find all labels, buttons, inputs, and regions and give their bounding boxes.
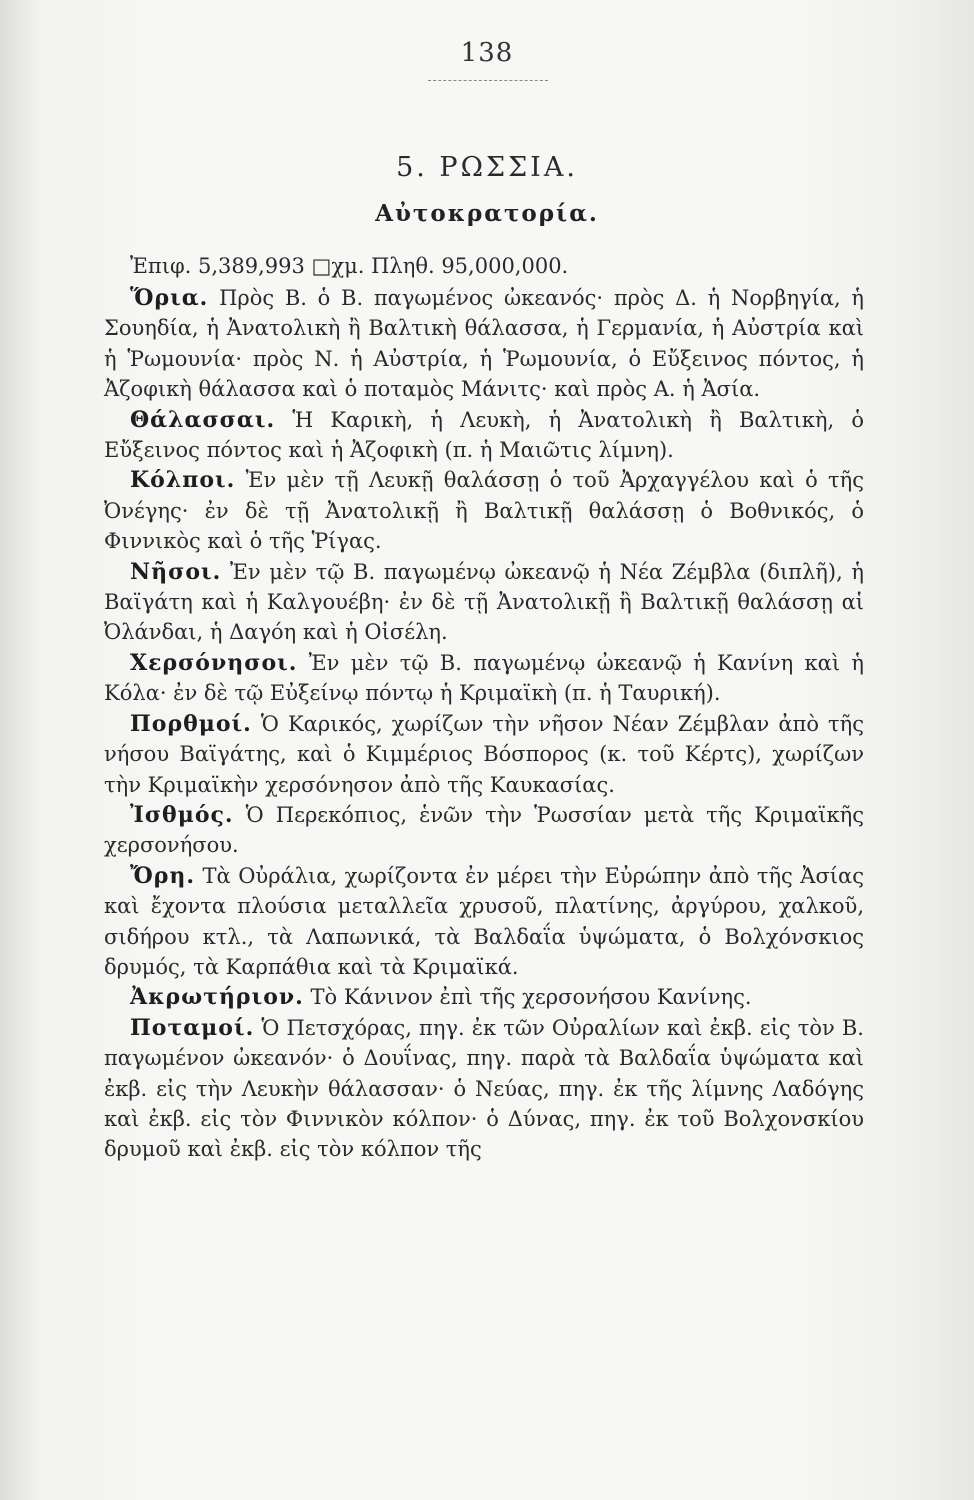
section-text: Ὁ Πετσχόρας, πηγ. ἐκ τῶν Οὐραλίων καὶ ἐκβ. εἰς τὸν Β. παγωμένον ὠκεανόν· ὁ Δουΐνας, πηγ. παρὰ τὰ Βαλδαΐα ὑψώματα καὶ ἐκβ. εἰς τὴν Λευκὴν θάλασσαν· ὁ Νεύας, πηγ. ἐκ τῆς λίμνης Λαδόγης καὶ ἐκβ. εἰς τὸν Φιννικὸν κόλπον· ὁ Δύνας, πηγ. ἐκ τοῦ Βολχονσκίου δρυμοῦ καὶ ἐκβ. εἰς τὸν κόλπον τῆς (104, 1015, 864, 1162)
chapter-title: 5. ΡΩΣΣΙΑ. (396, 152, 578, 183)
section-peninsulas (104, 648, 864, 709)
section-text: Ἐν μὲν τῷ Β. παγωμένῳ ὠκεανῷ ἡ Νέα Ζέμβλα (διπλῆ), ἡ Βαϊγάτη καὶ ἡ Καλγουέβη· ἐν δὲ τῇ Ἀνατολικῇ ἢ Βαλτικῇ θαλάσσῃ αἱ Ὀλάνδαι, ἡ Δαγόη καὶ ἡ Οἰσέλη. (104, 559, 864, 645)
section-text: Ὁ Περεκόπιος, ἑνῶν τὴν Ῥωσσίαν μετὰ τῆς Κριμαϊκῆς χερσονήσου. (104, 802, 864, 858)
section-text: Ὁ Καρικός, χωρίζων τὴν νῆσον Νέαν Ζέμβλαν ἀπὸ τῆς νήσου Βαϊγάτης, καὶ ὁ Κιμμέριος Βόσπορος (κ. τοῦ Κέρτς), χωρίζων τὴν Κριμαϊκὴν χερσόνησον ἀπὸ τῆς Καυκασίας. (104, 711, 864, 797)
section-text: Ἡ Καρικὴ, ἡ Λευκὴ, ἡ Ἀνατολικὴ ἢ Βαλτικὴ, ὁ Εὔξεινος πόντος καὶ ἡ Ἀζοφικὴ (π. ἡ Μαιῶτις λίμνη). (104, 407, 864, 463)
section-straits (104, 709, 864, 800)
section-gulfs (104, 465, 864, 556)
section-heading: Ἀκρωτήριον. (130, 984, 304, 1011)
section-heading: Ἰσθμός. (130, 801, 234, 828)
section-text: Ἐν μὲν τῷ Β. παγωμένῳ ὠκεανῷ ἡ Κανίνη καὶ ἡ Κόλα· ἐν δὲ τῷ Εὐξείνῳ πόντῳ ἡ Κριμαϊκὴ (π. ἡ Ταυρική). (104, 650, 864, 706)
stats-paragraph: Ἐπιφ. 5,389,993 □χμ. Πληθ. 95,000,000. (130, 254, 569, 278)
section-rivers (104, 1013, 864, 1165)
section-islands (104, 557, 864, 648)
section-cape (104, 982, 864, 1012)
section-heading: Ὅρια. (130, 285, 209, 311)
section-isthmus (104, 800, 864, 861)
section-seas (104, 405, 864, 466)
section-heading: Νῆσοι. (130, 558, 222, 585)
section-text: Τὰ Οὐράλια, χωρίζοντα ἐν μέρει τὴν Εὐρώπην ἀπὸ τῆς Ἀσίας καὶ ἔχοντα πλούσια μεταλλεῖα χρυσοῦ, πλατίνης, ἀργύρου, χαλκοῦ, σιδήρου κτλ., τὰ Λαπωνικά, τὰ Βαλδαΐα ὑψώματα, ὁ Βολχόνσκιος δρυμός, τὰ Καρπάθια καὶ τὰ Κριμαϊκά. (104, 863, 864, 979)
stats-line (104, 251, 864, 281)
section-heading: Ὄρη. (130, 862, 196, 889)
section-borders (104, 283, 864, 405)
section-heading: Πορθμοί. (130, 710, 252, 737)
section-text: Πρὸς Β. ὁ Β. παγωμένος ὠκεανός· πρὸς Δ. ἡ Νορβηγία, ἡ Σουηδία, ἡ Ἀνατολικὴ ἢ Βαλτικὴ θάλασσα, ἡ Γερμανία, ἡ Αὐστρία καὶ ἡ Ῥωμουνία· πρὸς Ν. ἡ Αὐστρία, ἡ Ῥωμουνία, ὁ Εὔξεινος πόντος, ἡ Ἀζοφικὴ θάλασσα καὶ ὁ ποταμὸς Μάνιτς· καὶ πρὸς Α. ἡ Ἀσία. (104, 286, 864, 402)
section-heading: Ποταμοί. (130, 1014, 255, 1041)
section-text: Ἐν μὲν τῇ Λευκῇ θαλάσσῃ ὁ τοῦ Ἀρχαγγέλου καὶ ὁ τῆς Ὀνέγης· ἐν δὲ τῇ Ἀνατολικῇ ἢ Βαλτικῇ θαλάσσῃ ὁ Βοθνικός, ὁ Φιννικὸς καὶ ὁ τῆς Ῥίγας. (104, 468, 864, 554)
section-heading: Θάλασσαι. (130, 406, 276, 433)
body-text (104, 283, 864, 1165)
section-text: Τὸ Κάνινον ἐπὶ τῆς χερσονήσου Κανίνης. (310, 985, 752, 1010)
section-mountains (104, 861, 864, 983)
chapter-subtitle: Αὐτοκρατορία. (375, 200, 599, 227)
page-number-rule (428, 80, 548, 81)
section-heading: Κόλποι. (130, 467, 236, 494)
page-number: 138 (460, 38, 514, 68)
section-heading: Χερσόνησοι. (130, 649, 298, 676)
